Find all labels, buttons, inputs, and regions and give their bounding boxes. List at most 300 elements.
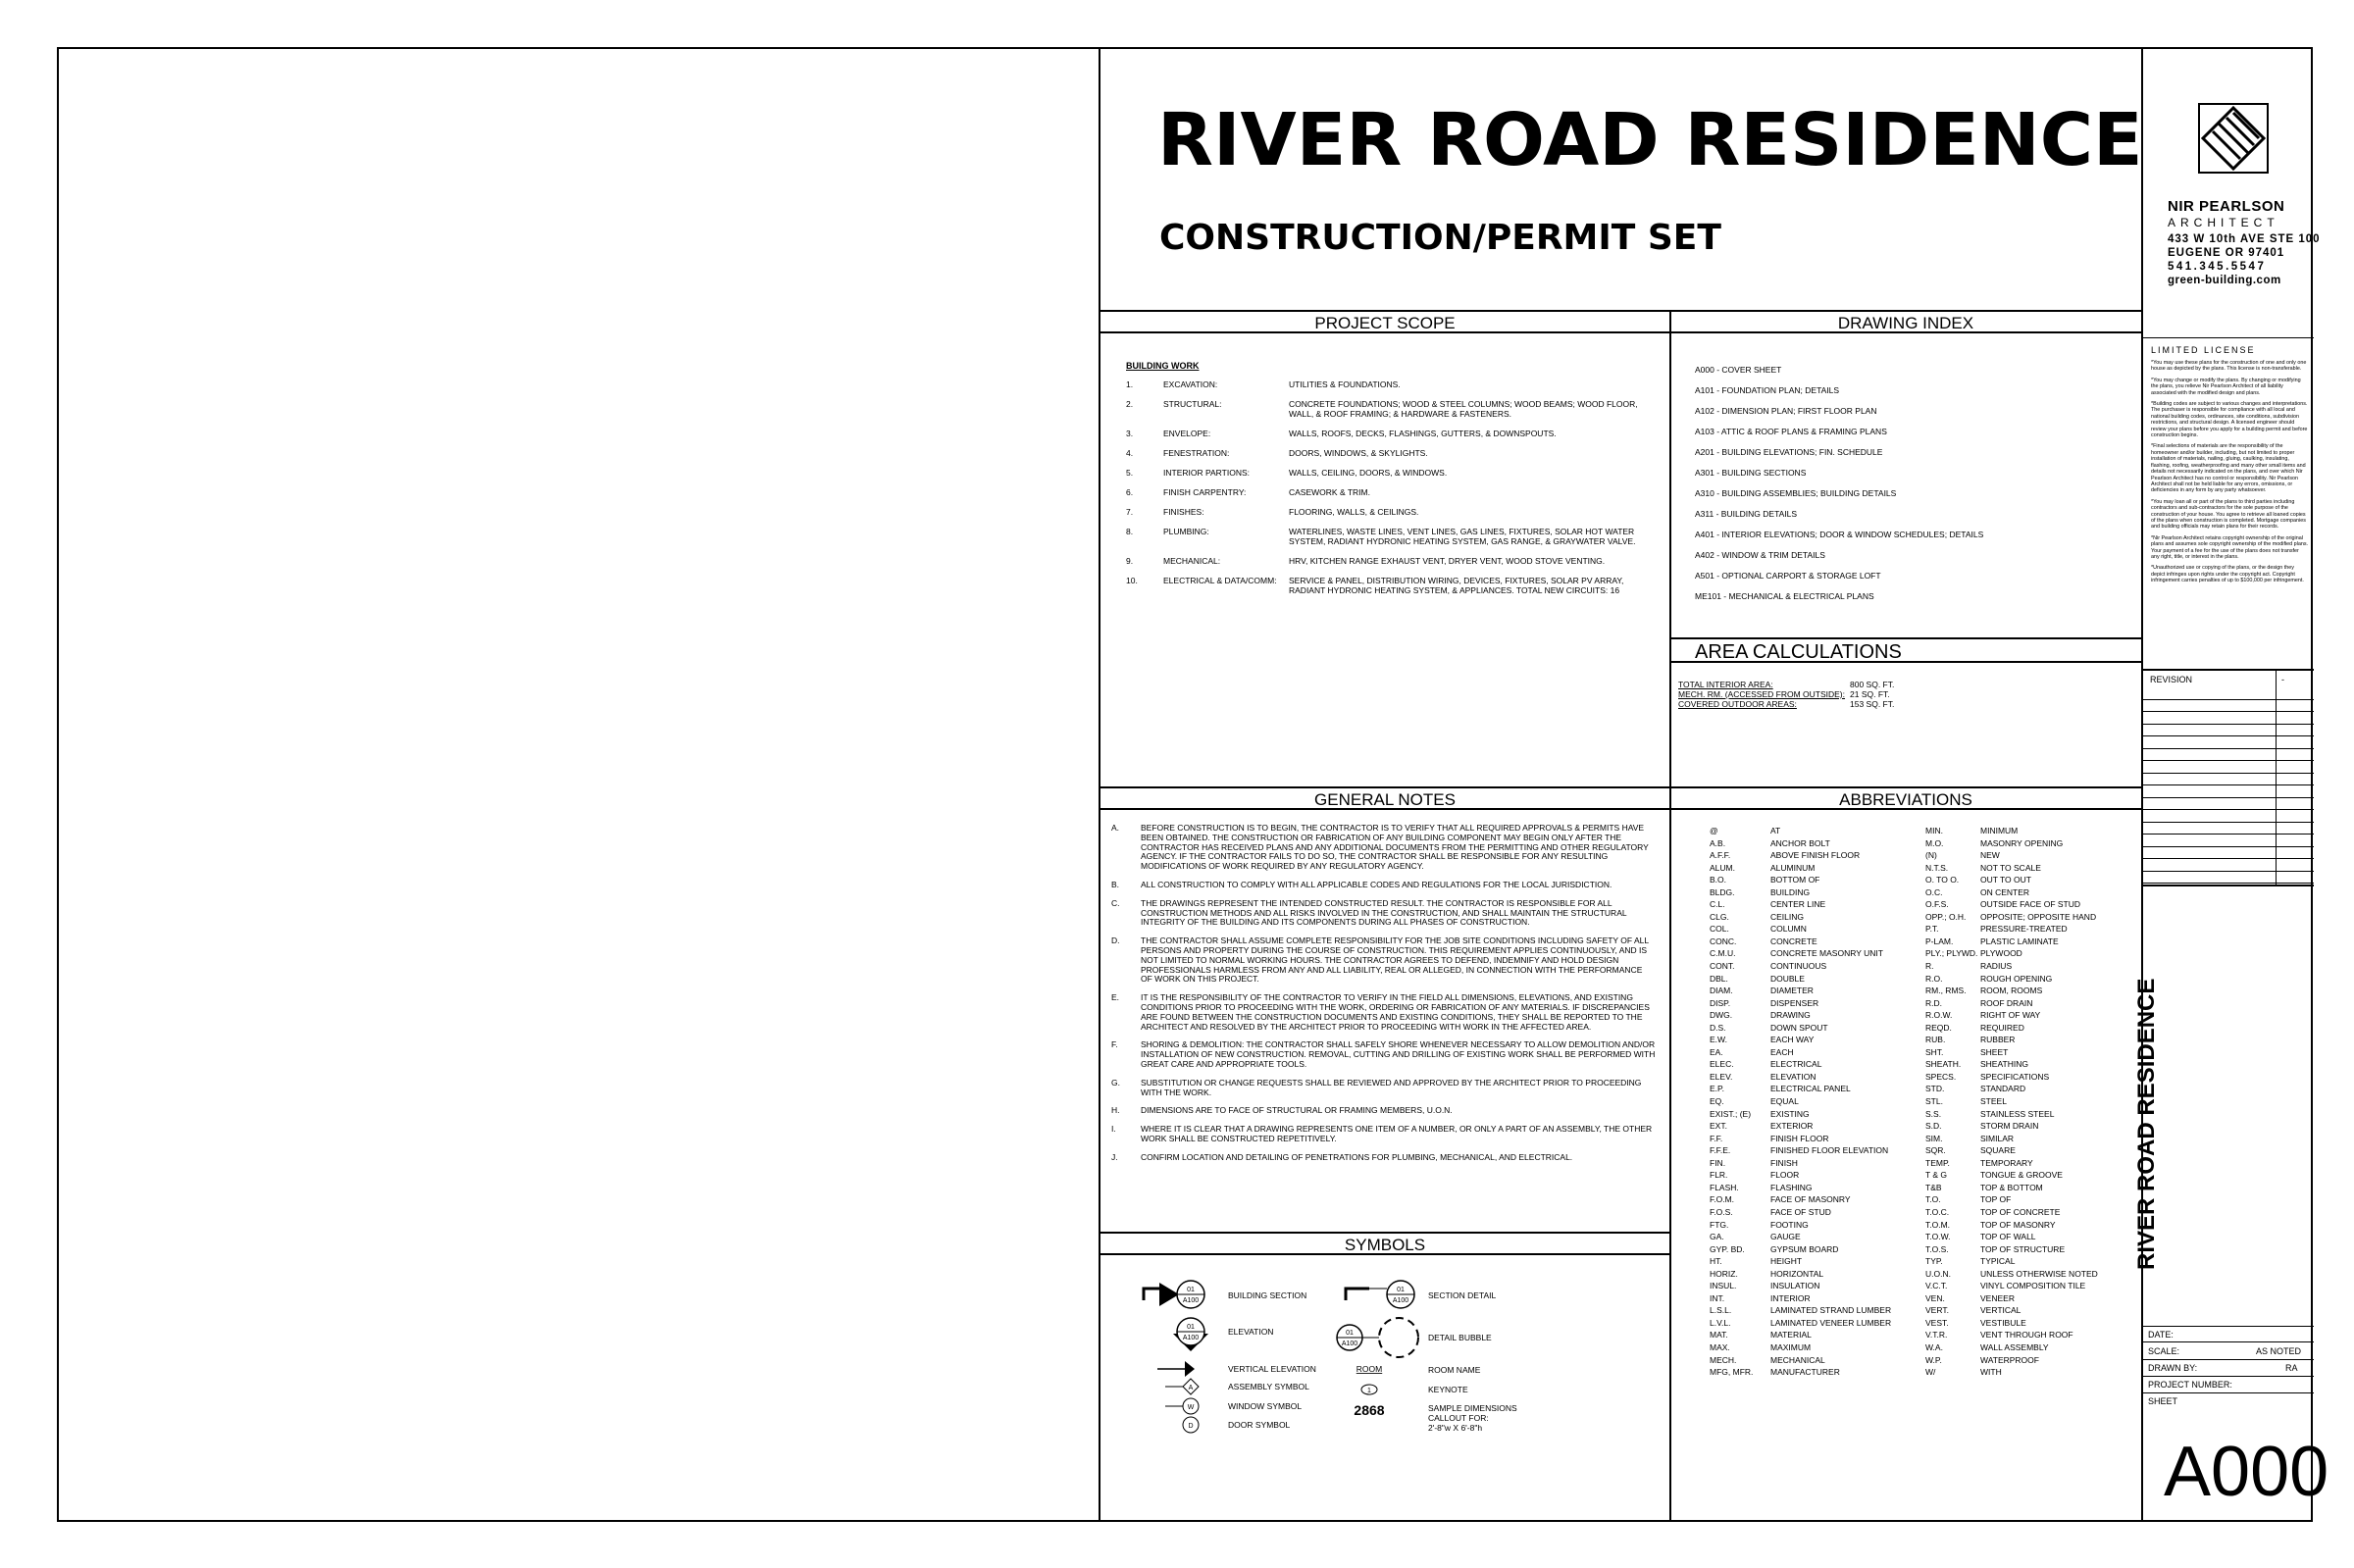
- abbreviation-row: [1925, 1145, 2098, 1158]
- section-detail-label: SECTION DETAIL: [1428, 1290, 1497, 1300]
- callout-value-text: 2'-8"w X 6'-8"h: [1428, 1423, 1483, 1433]
- scope-item-number: 4.: [1126, 448, 1134, 458]
- general-note: [1111, 1125, 1656, 1144]
- abbreviation-row: [1925, 948, 2098, 961]
- note-letter: J.: [1111, 1151, 1118, 1162]
- abbreviation: (N): [1925, 850, 1937, 861]
- page-subtitle: CONSTRUCTION/PERMIT SET: [1159, 218, 1721, 258]
- abbreviation-meaning: EQUAL: [1770, 1096, 1799, 1107]
- abbreviation-row: [1710, 1084, 1891, 1096]
- abbreviation: BLDG.: [1710, 886, 1735, 897]
- abbreviation-meaning: BUILDING: [1770, 886, 1811, 897]
- note-text: BEFORE CONSTRUCTION IS TO BEGIN, THE CONTRACTOR IS TO VERIFY THAT ALL REQUIRED APPROVALS & PERMITS HAVE BEEN OBTAINED. THE CONSTRUCTION OR FABRICATION OF ANY BUILDING COMPONENT MAY BEGIN ONLY AFTER THE CONTRACTOR HAS RECEIVED PLANS AND ANY ADDITIONAL DOCUMENTS FROM THE PERMITTING AND OTHER REGULATORY AGENCY. IF THE CONTRACTOR FAILS TO DO SO, THE CONTRACTOR SHALL BE RESPONSIBLE FOR ANY RESULTING MODIFICATIONS OF WORK REQUIRED BY ANY REGULATORY AGENCY.: [1141, 823, 1649, 872]
- abbreviation: EA.: [1710, 1046, 1723, 1057]
- area-label: COVERED OUTDOOR AREAS:: [1678, 699, 1797, 709]
- scope-item-description: CONCRETE FOUNDATIONS; WOOD & STEEL COLUMNS; WOOD BEAMS; WOOD FLOOR, WALL, & ROOF FRAMING; & HARDWARE & FASTENERS.: [1289, 399, 1638, 419]
- abbreviation-meaning: ANCHOR BOLT: [1770, 837, 1830, 848]
- note-text: SUBSTITUTION OR CHANGE REQUESTS SHALL BE REVIEWED AND APPROVED BY THE ARCHITECT PRIOR TO PROCEEDING WITH THE WORK.: [1141, 1077, 1642, 1097]
- vertical-elevation-label: VERTICAL ELEVATION: [1228, 1364, 1316, 1374]
- abbreviation-row: [1710, 1183, 1891, 1195]
- abbreviation-row: [1710, 948, 1891, 961]
- scope-item-number: 9.: [1126, 556, 1134, 566]
- note-text: THE CONTRACTOR SHALL ASSUME COMPLETE RESPONSIBILITY FOR THE JOB SITE CONDITIONS INCLUDING SAFETY OF ALL PERSONS AND PROPERTY DURING THE COURSE OF CONSTRUCTION. THIS REQUIREMENT APPLIES CONTINUOUSLY, AND IS NOT LIMITED TO NORMAL WORKING HOURS. THE CONTRACTOR AGREES TO DEFEND, INDEMNIFY AND HOLD DESIGN PROFESSIONALS HARMLESS FROM ANY AND ALL LIABILITY, REAL OR ALLEGED, IN CONNECTION WITH THE PERFORMANCE OF WORK ON THIS PROJECT.: [1141, 936, 1649, 985]
- scope-item-number: 10.: [1126, 576, 1138, 585]
- general-note: [1111, 881, 1656, 890]
- symbols-graphics: [1099, 1259, 1671, 1465]
- abbreviation-meaning: EACH: [1770, 1046, 1794, 1057]
- scope-item-description: HRV, KITCHEN RANGE EXHAUST VENT, DRYER VENT, WOOD STOVE VENTING.: [1289, 556, 1606, 566]
- abbreviation: T.O.M.: [1925, 1219, 1951, 1230]
- project-scope-list: [1126, 361, 1670, 605]
- abbreviation-meaning: TYPICAL: [1980, 1256, 2016, 1267]
- abbreviation: RUB.: [1925, 1035, 1946, 1045]
- revision-row-line: [2141, 883, 2314, 884]
- license-paragraph: *Unauthorized use or copying of the plans, or the design they depict infringes upon rights under the copyright act. Copyright infringement carries penalties of up to $100,000 per infringement.: [2151, 565, 2304, 584]
- revision-row-line: [2141, 858, 2314, 859]
- firm-phone: 541.345.5547: [2168, 261, 2267, 273]
- abbreviation: T.O.: [1925, 1194, 1941, 1205]
- abbreviation-meaning: TOP OF WALL: [1980, 1232, 2036, 1242]
- drawing-index-item: A310 - BUILDING ASSEMBLIES; BUILDING DETAILS: [1695, 488, 1897, 498]
- abbreviation: T & G: [1925, 1170, 1948, 1181]
- abbreviation: EXT.: [1710, 1121, 1727, 1132]
- abbreviation-meaning: FOOTING: [1770, 1219, 1809, 1230]
- abbreviation: R.: [1925, 961, 1934, 972]
- scope-item-label: MECHANICAL:: [1163, 556, 1221, 566]
- abbreviation: VEN.: [1925, 1292, 1945, 1303]
- abbreviation-row: [1710, 1170, 1891, 1183]
- abbreviation-meaning: REQUIRED: [1980, 1022, 2024, 1033]
- window-tag: W: [1187, 1404, 1195, 1411]
- abbreviation: INT.: [1710, 1292, 1725, 1303]
- drawing-index-item: A103 - ATTIC & ROOF PLANS & FRAMING PLANS: [1695, 427, 1887, 436]
- abbreviation: INSUL.: [1710, 1281, 1737, 1291]
- abbreviation-meaning: FINISH: [1770, 1157, 1798, 1168]
- abbreviation-row: [1710, 1207, 1891, 1220]
- scope-item-label: PLUMBING:: [1163, 527, 1209, 536]
- abbreviation-meaning: FACE OF STUD: [1770, 1206, 1831, 1217]
- abbreviation-row: [1925, 1084, 2098, 1096]
- abbreviation-meaning: WITH: [1980, 1367, 2002, 1378]
- abbreviation-meaning: OPPOSITE; OPPOSITE HAND: [1980, 911, 2097, 922]
- abbreviation-row: [1710, 1232, 1891, 1244]
- revision-col-divider: [2276, 669, 2277, 885]
- note-letter: H.: [1111, 1105, 1120, 1116]
- abbreviation: F.O.S.: [1710, 1206, 1733, 1217]
- scope-item-number: 5.: [1126, 468, 1134, 478]
- general-note: [1111, 1079, 1656, 1098]
- scope-item: [1126, 487, 1670, 497]
- abbreviation-meaning: MASONRY OPENING: [1980, 837, 2064, 848]
- abbreviation-row: [1925, 924, 2098, 936]
- abbreviation-row: [1925, 1059, 2098, 1072]
- abbreviation: RM., RMS.: [1925, 986, 1967, 996]
- room-tag: ROOM: [1356, 1364, 1383, 1374]
- abbreviation-row: [1925, 1269, 2098, 1282]
- abbreviation-meaning: MECHANICAL: [1770, 1354, 1825, 1365]
- abbreviation-row: [1925, 1047, 2098, 1060]
- abbreviation-row: [1710, 1047, 1891, 1060]
- abbreviation-meaning: VINYL COMPOSITION TILE: [1980, 1281, 2086, 1291]
- abbreviation-row: [1710, 1305, 1891, 1318]
- abbreviation-meaning: ELEVATION: [1770, 1071, 1817, 1082]
- section-detail-top: 01: [1397, 1287, 1405, 1293]
- page-title: RIVER ROAD RESIDENCE: [1157, 98, 2143, 182]
- abbreviation-row: [1710, 1281, 1891, 1293]
- scope-item-description: UTILITIES & FOUNDATIONS.: [1289, 379, 1401, 389]
- abbreviation: DWG.: [1710, 1010, 1733, 1021]
- assembly-tag: A: [1188, 1385, 1194, 1391]
- abbreviation-meaning: PLASTIC LAMINATE: [1980, 936, 2059, 946]
- abbreviation-meaning: SHEATHING: [1980, 1059, 2028, 1070]
- scope-item-label: STRUCTURAL:: [1163, 399, 1222, 409]
- abbreviation-row: [1710, 887, 1891, 900]
- sample-dimensions-text: SAMPLE DIMENSIONS: [1428, 1403, 1517, 1413]
- abbreviation: PLY.; PLYWD.: [1925, 948, 1978, 959]
- abbreviation-row: [1925, 961, 2098, 974]
- abbreviation-meaning: STAINLESS STEEL: [1980, 1108, 2055, 1119]
- abbreviation-row: [1925, 1023, 2098, 1036]
- scope-item-description: WALLS, ROOFS, DECKS, FLASHINGS, GUTTERS, & DOWNSPOUTS.: [1289, 429, 1557, 438]
- scope-item: [1126, 556, 1670, 566]
- assembly-symbol-label: ASSEMBLY SYMBOL: [1228, 1382, 1309, 1391]
- note-letter: C.: [1111, 897, 1120, 908]
- abbreviation-meaning: TONGUE & GROOVE: [1980, 1170, 2063, 1181]
- abbreviation: TEMP.: [1925, 1157, 1950, 1168]
- abbreviation-row: [1710, 1194, 1891, 1207]
- abbreviation-meaning: OUTSIDE FACE OF STUD: [1980, 899, 2081, 910]
- general-note: [1111, 936, 1656, 985]
- abbreviation: SQR.: [1925, 1145, 1946, 1156]
- abbreviation-meaning: MATERIAL: [1770, 1330, 1812, 1340]
- abbreviation-meaning: GYPSUM BOARD: [1770, 1243, 1839, 1254]
- scale-value: AS NOTED: [2256, 1346, 2302, 1356]
- sheet-label: SHEET: [2148, 1396, 2178, 1406]
- abbreviation: R.O.: [1925, 973, 1943, 984]
- tb-line-3: [2141, 1359, 2314, 1360]
- area-label: MECH. RM. (ACCESSED FROM OUTSIDE):: [1678, 689, 1846, 699]
- general-note: [1111, 824, 1656, 872]
- drawing-index-item: A301 - BUILDING SECTIONS: [1695, 468, 1807, 478]
- elevation-label: ELEVATION: [1228, 1327, 1274, 1337]
- abbreviation-row: [1710, 1293, 1891, 1306]
- door-tag: D: [1188, 1423, 1194, 1430]
- drawing-index-header: DRAWING INDEX: [1669, 310, 2142, 333]
- drawn-by-label: DRAWN BY:: [2148, 1363, 2198, 1373]
- abbreviation: MIN.: [1925, 826, 1943, 835]
- tb-line-2: [2141, 1341, 2314, 1342]
- abbreviation-meaning: RUBBER: [1980, 1035, 2016, 1045]
- abbreviation-meaning: TOP OF: [1980, 1194, 2012, 1205]
- abbreviation: COL.: [1710, 924, 1729, 935]
- abbreviation-row: [1710, 1269, 1891, 1282]
- drawing-index-item: ME101 - MECHANICAL & ELECTRICAL PLANS: [1695, 591, 1874, 601]
- area-value: 800 SQ. FT.: [1850, 680, 1895, 689]
- firm-info: [2168, 198, 2321, 286]
- abbreviation: REQD.: [1925, 1022, 1952, 1033]
- abbreviation-meaning: ON CENTER: [1980, 886, 2030, 897]
- abbreviation-row: [1925, 1010, 2098, 1023]
- abbreviation-meaning: STANDARD: [1980, 1084, 2026, 1094]
- dim-sample: 2868: [1354, 1402, 1385, 1418]
- abbreviation: N.T.S.: [1925, 862, 1949, 873]
- elevation-top: 01: [1187, 1324, 1195, 1331]
- scope-heading: BUILDING WORK: [1126, 361, 1200, 371]
- abbreviation-meaning: NOT TO SCALE: [1980, 862, 2041, 873]
- vertical-project-title: RIVER ROAD RESIDENCE: [2133, 978, 2160, 1270]
- abbreviation-row: [1710, 1109, 1891, 1122]
- abbreviation-row: [1925, 875, 2098, 887]
- scope-item: [1126, 576, 1670, 595]
- drawing-index-item: A000 - COVER SHEET: [1695, 365, 1782, 375]
- abbreviation-meaning: ELECTRICAL PANEL: [1770, 1084, 1851, 1094]
- abbreviation: R.D.: [1925, 997, 1942, 1008]
- abbreviation-row: [1710, 1367, 1891, 1380]
- abbreviation: SPECS.: [1925, 1071, 1957, 1082]
- abbreviation-row: [1925, 1121, 2098, 1134]
- abbreviation-row: [1925, 1109, 2098, 1122]
- abbreviation: ALUM.: [1710, 862, 1735, 873]
- drawing-index-item: A501 - OPTIONAL CARPORT & STORAGE LOFT: [1695, 571, 1881, 581]
- abbreviation-row: [1710, 1158, 1891, 1171]
- abbreviation-row: [1925, 1158, 2098, 1171]
- note-text: IT IS THE RESPONSIBILITY OF THE CONTRACTOR TO VERIFY IN THE FIELD ALL DIMENSIONS, ELEVATIONS, AND EXISTING CONDITIONS PRIOR TO PROCEEDING WITH THE WORK, ORDERING OR FABRICATION OF ANY MATERIALS. IF DISCREPANCIES ARE FOUND BETWEEN THE CONSTRUCTION DOCUMENTS AND EXISTING CONDITIONS, THEY SHALL BE REPORTED TO THE ARCHITECT AND RESOLVED BY THE ARCHITECT PRIOR TO PROCEEDING WITH WORK IN THE AFFECTED AREA.: [1141, 992, 1650, 1032]
- abbreviation-row: [1925, 1170, 2098, 1183]
- abbreviation-meaning: CONTINUOUS: [1770, 961, 1827, 972]
- abbreviation: FIN.: [1710, 1157, 1726, 1168]
- note-letter: B.: [1111, 879, 1120, 889]
- abbreviation-row: [1925, 1293, 2098, 1306]
- scope-item-number: 7.: [1126, 507, 1134, 517]
- scope-item: [1126, 399, 1670, 419]
- scope-item-description: CASEWORK & TRIM.: [1289, 487, 1370, 497]
- abbreviation-meaning: EACH WAY: [1770, 1035, 1815, 1045]
- abbreviation-meaning: FINISH FLOOR: [1770, 1133, 1829, 1143]
- assembly-symbol: [1165, 1379, 1199, 1394]
- abbreviation-meaning: TEMPORARY: [1980, 1157, 2033, 1168]
- abbreviation-row: [1925, 826, 2098, 838]
- abbreviation: T.O.S.: [1925, 1243, 1949, 1254]
- abbreviation: DIAM.: [1710, 986, 1733, 996]
- abbreviation-meaning: INSULATION: [1770, 1281, 1820, 1291]
- abbreviation-meaning: INTERIOR: [1770, 1292, 1811, 1303]
- abbreviation: E.P.: [1710, 1084, 1724, 1094]
- abbreviation: S.D.: [1925, 1121, 1942, 1132]
- abbreviation-row: [1710, 826, 1891, 838]
- revision-label: REVISION: [2150, 675, 2193, 684]
- abbreviation: L.V.L.: [1710, 1317, 1731, 1328]
- room-name-label: ROOM NAME: [1428, 1365, 1481, 1375]
- revision-row-line: [2141, 834, 2314, 835]
- abbreviation-meaning: HORIZONTAL: [1770, 1268, 1824, 1279]
- note-text: CONFIRM LOCATION AND DETAILING OF PENETRATIONS FOR PLUMBING, MECHANICAL, AND ELECTRICAL.: [1141, 1151, 1573, 1162]
- building-section-top: 01: [1187, 1287, 1195, 1293]
- abbreviation-row: [1710, 863, 1891, 876]
- note-letter: I.: [1111, 1124, 1116, 1135]
- abbreviation-meaning: LAMINATED VENEER LUMBER: [1770, 1317, 1892, 1328]
- revision-row-line: [2141, 784, 2314, 785]
- abbreviation: MECH.: [1710, 1354, 1737, 1365]
- abbreviation-meaning: FLOOR: [1770, 1170, 1800, 1181]
- scope-item: [1126, 507, 1670, 517]
- abbreviation-row: [1710, 998, 1891, 1011]
- scope-item-label: ENVELOPE:: [1163, 429, 1211, 438]
- abbreviation: W/: [1925, 1367, 1936, 1378]
- abbreviation-meaning: ELECTRICAL: [1770, 1059, 1822, 1070]
- abbreviation: V.C.T.: [1925, 1281, 1948, 1291]
- sheet-number: A000: [2164, 1433, 2329, 1511]
- abbreviation-meaning: OUT TO OUT: [1980, 875, 2031, 885]
- abbreviation: FTG.: [1710, 1219, 1729, 1230]
- drawing-index-item: A101 - FOUNDATION PLAN; DETAILS: [1695, 385, 1840, 395]
- abbreviation-row: [1925, 986, 2098, 998]
- abbreviation-meaning: SPECIFICATIONS: [1980, 1071, 2050, 1082]
- note-letter: G.: [1111, 1077, 1120, 1087]
- logo-bottom-line: [2141, 337, 2314, 338]
- general-notes-list: [1111, 824, 1656, 1172]
- abbreviation: GYP. BD.: [1710, 1243, 1745, 1254]
- abbreviation: @: [1710, 826, 1718, 835]
- note-letter: E.: [1111, 992, 1120, 1003]
- abbreviation-row: [1710, 1072, 1891, 1085]
- general-note: [1111, 1040, 1656, 1069]
- abbreviation-meaning: WATERPROOF: [1980, 1354, 2039, 1365]
- scope-item-number: 8.: [1126, 527, 1134, 536]
- drawing-index-item: A401 - INTERIOR ELEVATIONS; DOOR & WINDOW SCHEDULES; DETAILS: [1695, 530, 1984, 539]
- firm-name: NIR PEARLSON: [2168, 198, 2285, 215]
- abbreviation-meaning: WALL ASSEMBLY: [1980, 1341, 2049, 1352]
- section-detail-bottom: A100: [1392, 1297, 1409, 1304]
- abbreviation: T.O.C.: [1925, 1206, 1950, 1217]
- abbreviation: SIM.: [1925, 1133, 1943, 1143]
- scope-item: [1126, 429, 1670, 438]
- callout-for-text: CALLOUT FOR:: [1428, 1413, 1489, 1423]
- abbreviations-right: [1925, 826, 2098, 1380]
- abbreviation-row: [1925, 1256, 2098, 1269]
- abbreviation-meaning: SIMILAR: [1980, 1133, 2015, 1143]
- revision-row-line: [2141, 846, 2314, 847]
- scope-item-description: FLOORING, WALLS, & CEILINGS.: [1289, 507, 1419, 517]
- revision-dash: -: [2281, 675, 2284, 684]
- abbreviation: VEST.: [1925, 1317, 1949, 1328]
- revision-row-line: [2141, 871, 2314, 872]
- abbreviation-row: [1925, 1194, 2098, 1207]
- license-paragraph: *Building codes are subject to various changes and interpretations. The purchaser is responsible for compliance with all local and national building codes, ordinances, site conditions, subdivision restrictions, and structural design. A licensed engineer should review your plans before you apply for a building permit and before construction begins.: [2151, 401, 2308, 439]
- building-section-label: BUILDING SECTION: [1228, 1290, 1307, 1300]
- abbreviation-row: [1925, 1355, 2098, 1368]
- abbreviation: E.W.: [1710, 1035, 1727, 1045]
- note-letter: A.: [1111, 823, 1120, 833]
- abbreviation: M.O.: [1925, 837, 1944, 848]
- abbreviation: C.L.: [1710, 899, 1725, 910]
- abbreviation-row: [1925, 887, 2098, 900]
- revision-top-line: [2141, 669, 2314, 671]
- limited-license: [2151, 345, 2308, 584]
- abbreviation-row: [1925, 1183, 2098, 1195]
- abbreviation: SHT.: [1925, 1046, 1944, 1057]
- abbreviation-meaning: MANUFACTURER: [1770, 1367, 1840, 1378]
- abbreviation-meaning: DRAWING: [1770, 1010, 1811, 1021]
- abbreviation-row: [1925, 998, 2098, 1011]
- abbreviation-row: [1925, 912, 2098, 925]
- vertical-elevation-symbol: [1157, 1361, 1195, 1377]
- abbreviation-row: [1710, 899, 1891, 912]
- abbreviation: STL.: [1925, 1096, 1943, 1107]
- drawing-index-item: A311 - BUILDING DETAILS: [1695, 509, 1798, 519]
- abbreviation-meaning: STORM DRAIN: [1980, 1121, 2039, 1132]
- general-note: [1111, 1153, 1656, 1163]
- abbreviation: FLASH.: [1710, 1182, 1739, 1192]
- abbreviation-meaning: TOP & BOTTOM: [1980, 1182, 2043, 1192]
- abbreviation-row: [1710, 1244, 1891, 1257]
- note-letter: D.: [1111, 936, 1120, 946]
- firm-subtitle: ARCHITECT: [2168, 216, 2279, 229]
- area-row: [1678, 689, 1894, 699]
- abbreviation: W.A.: [1925, 1341, 1943, 1352]
- detail-bubble-label: DETAIL BUBBLE: [1428, 1333, 1492, 1342]
- abbreviation-row: [1710, 1355, 1891, 1368]
- scope-item: [1126, 527, 1670, 546]
- area-value: 21 SQ. FT.: [1850, 689, 1890, 699]
- abbreviation: TYP.: [1925, 1256, 1943, 1267]
- abbreviation-row: [1925, 1232, 2098, 1244]
- license-paragraph: *You may loan all or part of the plans to third parties including contractors and sub-contractors for the sole purpose of the construction of your house. You agree to retrieve all loaned copies of the plans when construction is completed. Mortgage companies and building officials may retain plans for their records.: [2151, 498, 2306, 531]
- revision-row-line: [2141, 760, 2314, 761]
- abbreviation-row: [1710, 1023, 1891, 1036]
- abbreviation-row: [1710, 1342, 1891, 1355]
- scope-item-number: 1.: [1126, 379, 1134, 389]
- license-paragraph: *You may change or modify the plans. By changing or modifying the plans, you relieve Nir Pearlson Architect of all liability associated with the modified design and plans.: [2151, 377, 2301, 396]
- abbreviation-meaning: CONCRETE: [1770, 936, 1817, 946]
- license-paragraph: *Final selections of materials are the responsibility of the homeowner and/or builder, including, but not limited to proper installation of materials, nailing, gluing, caulking, insulating, flashing, roofing, weatherproofing and many other small items and details not necessarily indicated on the plans, and over which Nir Pearlson Architect has no control or responsibility. Nir Pearlson Architect shall not be held liable for any errors, omissions, or deficiencies in any form by any party whatsoever.: [2151, 443, 2306, 494]
- detail-bubble-symbol: [1337, 1318, 1418, 1357]
- abbreviation-meaning: SQUARE: [1980, 1145, 2016, 1156]
- abbreviation-meaning: ALUMINUM: [1770, 862, 1816, 873]
- abbreviation-meaning: VERTICAL: [1980, 1305, 2021, 1316]
- abbreviation: HORIZ.: [1710, 1268, 1738, 1279]
- scope-item-description: DOORS, WINDOWS, & SKYLIGHTS.: [1289, 448, 1428, 458]
- abbreviation-meaning: DIAMETER: [1770, 986, 1814, 996]
- detail-bubble-bottom: A100: [1341, 1340, 1358, 1347]
- scope-item-number: 3.: [1126, 429, 1134, 438]
- abbreviation: A.F.F.: [1710, 850, 1731, 861]
- abbreviation-meaning: TOP OF MASONRY: [1980, 1219, 2056, 1230]
- revision-row-line: [2141, 773, 2314, 774]
- general-note: [1111, 899, 1656, 928]
- abbreviation-meaning: FLASHING: [1770, 1182, 1813, 1192]
- abbreviation-row: [1925, 1244, 2098, 1257]
- abbreviation: T.O.W.: [1925, 1232, 1951, 1242]
- scope-item-label: FINISH CARPENTRY:: [1163, 487, 1247, 497]
- abbreviation-row: [1925, 1330, 2098, 1342]
- firm-website: green-building.com: [2168, 275, 2281, 286]
- note-text: WHERE IT IS CLEAR THAT A DRAWING REPRESENTS ONE ITEM OF A NUMBER, OR ONLY A PART OF AN ASSEMBLY, THE OTHER WORK SHALL BE CONSTRUCTED REPETITIVELY.: [1141, 1124, 1653, 1143]
- abbreviation-row: [1710, 974, 1891, 986]
- abbreviation: STD.: [1925, 1084, 1945, 1094]
- abbreviation-row: [1925, 1281, 2098, 1293]
- scope-item-number: 6.: [1126, 487, 1134, 497]
- revision-row-line: [2141, 711, 2314, 712]
- abbreviation-row: [1710, 875, 1891, 887]
- abbreviation-row: [1925, 1207, 2098, 1220]
- scale-label: SCALE:: [2148, 1346, 2180, 1356]
- scope-item-number: 2.: [1126, 399, 1134, 409]
- revision-row-line: [2141, 822, 2314, 823]
- abbreviation-meaning: CENTER LINE: [1770, 899, 1826, 910]
- scope-item-description: WALLS, CEILING, DOORS, & WINDOWS.: [1289, 468, 1448, 478]
- symbols-header: SYMBOLS: [1099, 1232, 1671, 1255]
- abbreviation-row: [1925, 1367, 2098, 1380]
